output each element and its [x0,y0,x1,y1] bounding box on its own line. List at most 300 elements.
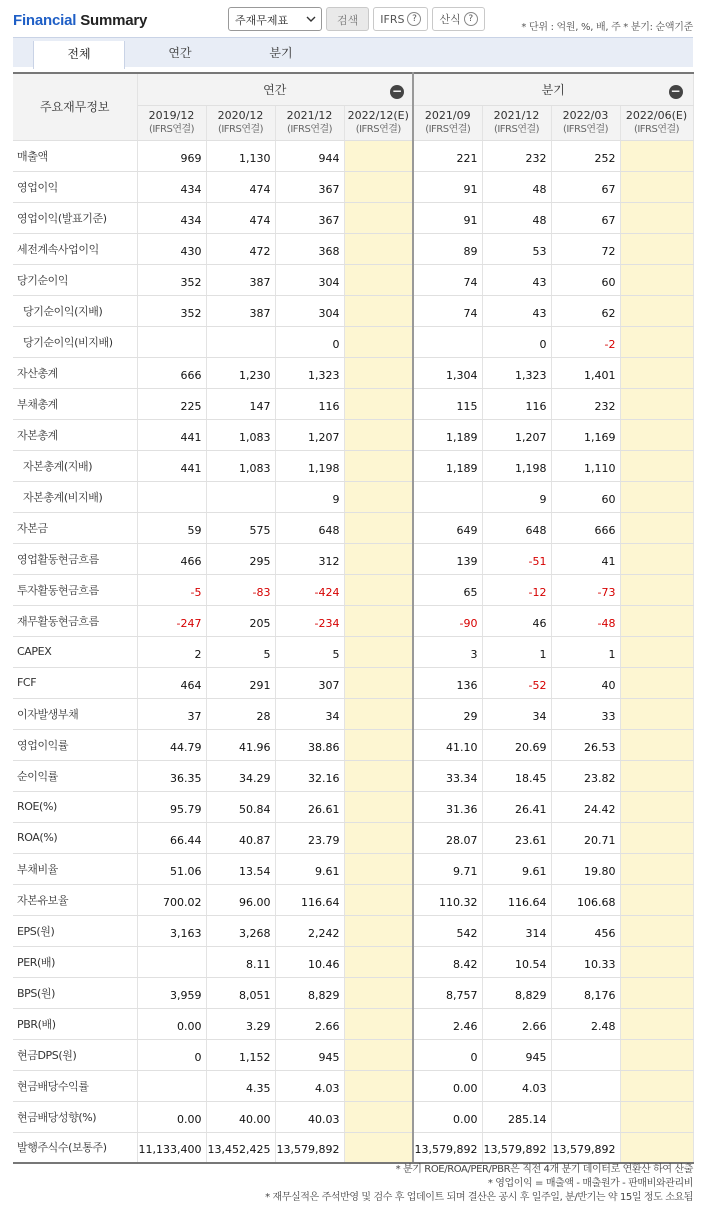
row-label: 당기순이익 [13,264,137,295]
period-date: 2021/12 [286,108,333,122]
table-cell [620,202,693,233]
table-cell: 3,959 [137,977,206,1008]
table-cell: 648 [482,512,551,543]
table-cell: 34 [482,698,551,729]
table-cell: 252 [551,140,620,171]
table-row [13,915,693,946]
table-cell: 1,304 [413,357,482,388]
table-row [13,171,693,202]
table-cell [620,264,693,295]
period-header [344,105,413,140]
table-cell: 474 [206,171,275,202]
table-cell: 1,198 [482,450,551,481]
table-row [13,326,693,357]
table-cell: 40.00 [206,1101,275,1132]
table-cell: 136 [413,667,482,698]
table-cell: 31.36 [413,791,482,822]
table-cell: 4.03 [482,1070,551,1101]
table-cell: 91 [413,171,482,202]
table-cell: 5 [206,636,275,667]
period-date: 2022/03 [562,108,609,122]
table-cell [620,791,693,822]
table-cell [137,481,206,512]
table-cell: 24.42 [551,791,620,822]
table-cell [344,388,413,419]
table-cell: 1,110 [551,450,620,481]
row-label: 투자활동현금흐름 [13,574,137,605]
table-cell [620,140,693,171]
table-cell: 51.06 [137,853,206,884]
period-header [413,105,482,140]
table-cell [206,481,275,512]
table-cell: 352 [137,264,206,295]
period-date: 2022/06(E) [625,108,688,122]
table-cell: 32.16 [275,760,344,791]
table-cell [344,729,413,760]
table-cell: 89 [413,233,482,264]
table-cell [620,543,693,574]
table-cell [344,1008,413,1039]
row-header-label: 주요재무정보 [13,73,137,140]
table-cell [413,481,482,512]
table-cell: 41 [551,543,620,574]
table-cell: 19.80 [551,853,620,884]
table-cell: 147 [206,388,275,419]
period-header [206,105,275,140]
table-cell: 2.46 [413,1008,482,1039]
row-label: CAPEX [13,636,137,667]
table-cell: 10.54 [482,946,551,977]
table-cell: 13,579,892 [275,1132,344,1163]
table-cell: 648 [275,512,344,543]
table-cell: 116.64 [275,884,344,915]
table-cell: 304 [275,295,344,326]
footnotes [265,1163,693,1205]
table-cell [344,481,413,512]
row-label: 영업이익률 [13,729,137,760]
formula-help-button[interactable] [432,7,484,31]
annual-group-header [137,73,413,105]
title-summary: Summary [80,12,148,29]
table-cell: 28 [206,698,275,729]
footnote: * 영업이익 = 매출액 - 매출원가 - 판매비와관리비 [487,1178,693,1189]
table-cell: 2.66 [482,1008,551,1039]
table-cell: 50.84 [206,791,275,822]
table-cell [344,543,413,574]
table-row [13,605,693,636]
table-cell: 13,452,425 [206,1132,275,1163]
table-cell: 41.10 [413,729,482,760]
table-cell: 74 [413,295,482,326]
table-cell: 41.96 [206,729,275,760]
table-cell: 62 [551,295,620,326]
table-cell: 3,163 [137,915,206,946]
period-date: 2019/12 [148,108,195,122]
table-cell: 700.02 [137,884,206,915]
table-cell [206,326,275,357]
formula-label: 산식 [439,13,461,26]
table-row [13,419,693,450]
table-cell: 53 [482,233,551,264]
table-cell: 34.29 [206,760,275,791]
table-cell: 944 [275,140,344,171]
table-cell: -73 [551,574,620,605]
table-cell [620,1101,693,1132]
table-cell: -234 [275,605,344,636]
table-cell: 0 [275,326,344,357]
table-cell: 0 [137,1039,206,1070]
table-row [13,946,693,977]
period-tabs [13,37,693,67]
table-cell: 9 [482,481,551,512]
table-cell: 0.00 [137,1008,206,1039]
table-cell: -51 [482,543,551,574]
table-cell [620,1039,693,1070]
table-cell: 116.64 [482,884,551,915]
table-cell [344,1039,413,1070]
row-label: ROE(%) [13,791,137,822]
table-cell: 3 [413,636,482,667]
row-label: 순이익률 [13,760,137,791]
table-cell: 40.87 [206,822,275,853]
table-cell: 26.41 [482,791,551,822]
row-label: 매출액 [13,140,137,171]
table-cell: 38.86 [275,729,344,760]
row-label: FCF [13,667,137,698]
table-cell: 48 [482,171,551,202]
period-header [275,105,344,140]
table-cell [620,729,693,760]
table-cell [413,326,482,357]
row-label: 자본금 [13,512,137,543]
table-cell: 666 [137,357,206,388]
table-cell [344,171,413,202]
table-cell: 472 [206,233,275,264]
table-cell: 666 [551,512,620,543]
table-cell: 65 [413,574,482,605]
table-row [13,822,693,853]
table-cell: 1,323 [275,357,344,388]
table-cell: 9 [275,481,344,512]
table-cell: -90 [413,605,482,636]
table-cell: 36.35 [137,760,206,791]
table-cell: 1,152 [206,1039,275,1070]
table-cell: 23.82 [551,760,620,791]
table-cell [344,326,413,357]
table-cell [344,202,413,233]
table-cell [620,977,693,1008]
table-cell: 9.61 [275,853,344,884]
table-cell [344,698,413,729]
table-cell [620,295,693,326]
table-row [13,853,693,884]
table-cell: 1,323 [482,357,551,388]
table-cell: 66.44 [137,822,206,853]
quarter-group-header [413,73,693,105]
table-cell: 367 [275,171,344,202]
table-cell: 8,757 [413,977,482,1008]
table-row [13,388,693,419]
row-label: PBR(배) [13,1008,137,1039]
period-header [482,105,551,140]
table-cell: 4.35 [206,1070,275,1101]
table-cell: 59 [137,512,206,543]
table-cell: 295 [206,543,275,574]
table-cell: 40 [551,667,620,698]
period-date: 2020/12 [217,108,264,122]
table-row [13,729,693,760]
table-cell [344,574,413,605]
table-row [13,1132,693,1163]
table-cell: 139 [413,543,482,574]
table-cell: 8,829 [275,977,344,1008]
table-cell [344,1070,413,1101]
table-row [13,264,693,295]
ifrs-help-button[interactable] [373,7,428,31]
table-cell: 225 [137,388,206,419]
table-cell: 0 [482,326,551,357]
table-cell: 2,242 [275,915,344,946]
table-cell: 8,176 [551,977,620,1008]
table-cell: -52 [482,667,551,698]
statement-type-select[interactable] [228,7,322,31]
table-cell: 110.32 [413,884,482,915]
table-cell: 464 [137,667,206,698]
table-cell [344,884,413,915]
table-cell [620,388,693,419]
table-cell: 1,207 [275,419,344,450]
table-cell [344,791,413,822]
table-cell: 18.45 [482,760,551,791]
table-cell: 96.00 [206,884,275,915]
table-cell: 441 [137,419,206,450]
table-cell: 106.68 [551,884,620,915]
table-cell: 474 [206,202,275,233]
row-label: 자본총계(비지배) [13,481,137,512]
tab-all[interactable]: 전체 [33,41,125,69]
table-cell: 95.79 [137,791,206,822]
table-cell [620,822,693,853]
table-cell: 3.29 [206,1008,275,1039]
table-cell [620,915,693,946]
table-cell [620,481,693,512]
table-cell: 314 [482,915,551,946]
title-financial: Financial [13,12,77,29]
row-label: 부채비율 [13,853,137,884]
table-cell [344,853,413,884]
table-cell: 67 [551,202,620,233]
table-cell: 48 [482,202,551,233]
table-cell: 1,083 [206,419,275,450]
table-cell: 0.00 [413,1070,482,1101]
table-cell [344,667,413,698]
row-label: 현금배당성향(%) [13,1101,137,1132]
row-label: 당기순이익(지배) [13,295,137,326]
table-cell: 26.53 [551,729,620,760]
table-cell: 456 [551,915,620,946]
table-cell: 20.69 [482,729,551,760]
table-cell [551,1070,620,1101]
table-cell [344,264,413,295]
table-cell [620,760,693,791]
row-label: 자본총계 [13,419,137,450]
table-cell [137,326,206,357]
table-cell: 91 [413,202,482,233]
collapse-quarter-icon[interactable]: − [670,84,681,98]
row-label: 발행주식수(보통주) [13,1132,137,1163]
period-header [620,105,693,140]
section-title-row [13,12,147,34]
table-cell: 1 [551,636,620,667]
table-cell [620,233,693,264]
table-cell: 312 [275,543,344,574]
table-cell: 115 [413,388,482,419]
period-basis: (IFRS연결) [633,123,680,135]
table-cell [620,419,693,450]
tab-quarterly[interactable]: 분기 [269,46,293,60]
table-row [13,233,693,264]
table-cell: 34 [275,698,344,729]
table-cell: 1,130 [206,140,275,171]
table-cell: 1 [482,636,551,667]
table-row [13,357,693,388]
table-cell: 10.33 [551,946,620,977]
row-label: 현금DPS(원) [13,1039,137,1070]
table-cell [344,822,413,853]
table-cell: 649 [413,512,482,543]
row-label: 당기순이익(비지배) [13,326,137,357]
table-cell [620,946,693,977]
table-cell: 8.42 [413,946,482,977]
period-basis: (IFRS연결) [148,123,195,135]
table-row [13,977,693,1008]
period-basis: (IFRS연결) [425,123,471,135]
table-cell: 29 [413,698,482,729]
table-row [13,543,693,574]
table-cell: 116 [482,388,551,419]
table-cell [344,357,413,388]
page-title [13,12,147,29]
help-icon: ? [407,12,421,26]
table-cell [620,326,693,357]
table-cell [137,1070,206,1101]
table-cell: 232 [551,388,620,419]
table-cell [344,233,413,264]
table-cell: 367 [275,202,344,233]
row-label: EPS(원) [13,915,137,946]
table-cell: 23.61 [482,822,551,853]
table-cell: 37 [137,698,206,729]
table-cell: 9.71 [413,853,482,884]
period-basis: (IFRS연결) [493,123,540,135]
table-cell [344,450,413,481]
table-cell: 1,230 [206,357,275,388]
table-cell: 969 [137,140,206,171]
collapse-annual-icon[interactable]: − [391,84,403,98]
table-cell [344,512,413,543]
row-label: 자산총계 [13,357,137,388]
table-cell: 13,579,892 [482,1132,551,1163]
table-cell: 43 [482,264,551,295]
table-cell: 8,829 [482,977,551,1008]
period-header [137,105,206,140]
table-cell [344,1101,413,1132]
table-cell [344,1132,413,1163]
search-button[interactable]: 검색 [326,7,369,31]
row-label: 현금배당수익률 [13,1070,137,1101]
chevron-down-icon [306,12,316,29]
table-cell: 441 [137,450,206,481]
table-cell [620,1132,693,1163]
table-row [13,884,693,915]
table-cell: 352 [137,295,206,326]
table-cell: 46 [482,605,551,636]
period-basis: (IFRS연결) [286,123,333,135]
table-cell: 368 [275,233,344,264]
table-cell: 40.03 [275,1101,344,1132]
quarter-group-label: 분기 [541,82,565,97]
table-row [13,512,693,543]
table-cell: 387 [206,264,275,295]
table-cell: 430 [137,233,206,264]
table-cell: 434 [137,202,206,233]
table-cell: -83 [206,574,275,605]
table-cell: 74 [413,264,482,295]
table-cell: 434 [137,171,206,202]
statement-type-value: 주재무제표 [235,14,289,27]
table-cell: 4.03 [275,1070,344,1101]
period-date: 2021/09 [424,108,471,122]
table-cell: 285.14 [482,1101,551,1132]
footnote: * 재무실적은 주석반영 및 검수 후 업데이트 되며 결산은 공시 후 일주일, 분/반기는 약 15일 정도 소요됨 [265,1192,693,1203]
table-cell: -247 [137,605,206,636]
table-cell [620,884,693,915]
period-basis: (IFRS연결) [217,123,264,135]
table-cell: 43 [482,295,551,326]
table-row [13,574,693,605]
table-cell: 28.07 [413,822,482,853]
table-cell: 387 [206,295,275,326]
table-cell: 72 [551,233,620,264]
tab-annual[interactable]: 연간 [168,46,192,60]
table-cell [620,605,693,636]
table-row [13,295,693,326]
table-cell: 945 [275,1039,344,1070]
table-cell: 1,189 [413,450,482,481]
financial-summary-table [13,72,694,1164]
table-cell [620,512,693,543]
table-cell [620,667,693,698]
row-label: 영업이익(발표기준) [13,202,137,233]
table-row [13,1101,693,1132]
table-cell: 1,401 [551,357,620,388]
table-cell: 2.48 [551,1008,620,1039]
table-cell [344,915,413,946]
row-label: 세전계속사업이익 [13,233,137,264]
table-cell [137,946,206,977]
table-cell: -5 [137,574,206,605]
table-cell: 9.61 [482,853,551,884]
table-row [13,1039,693,1070]
table-cell [620,171,693,202]
table-cell: 116 [275,388,344,419]
table-cell: 3,268 [206,915,275,946]
table-cell [551,1039,620,1070]
table-cell [551,1101,620,1132]
table-cell: 67 [551,171,620,202]
table-cell: 1,189 [413,419,482,450]
table-row [13,1008,693,1039]
